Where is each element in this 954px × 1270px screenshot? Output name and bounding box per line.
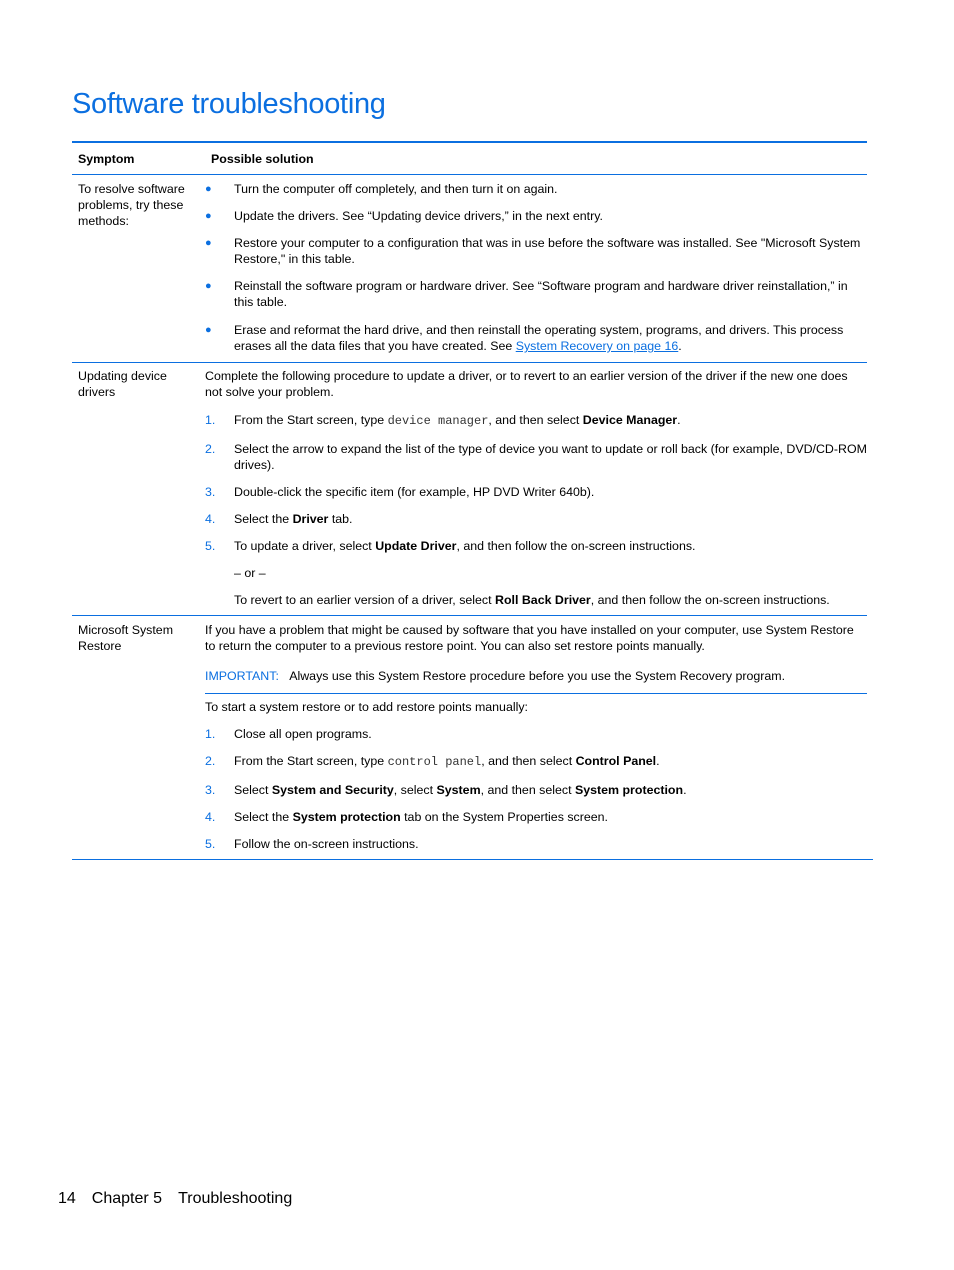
system-recovery-link[interactable]: System Recovery on page 16 xyxy=(515,339,679,353)
solution-cell xyxy=(205,622,867,859)
step-text: Double-click the specific item (for example, HP DVD Writer 640b). xyxy=(234,485,595,499)
step-text: Select the arrow to expand the list of the type of device you want to update or roll back (for example, DVD/CD-ROM drives). xyxy=(234,442,867,472)
step-item xyxy=(205,511,867,527)
header-symptom: Symptom xyxy=(78,151,135,166)
header-solution: Possible solution xyxy=(211,151,314,166)
solution-cell xyxy=(205,181,867,354)
list-item xyxy=(205,322,867,354)
step-item xyxy=(205,484,867,500)
table-bottom-rule xyxy=(72,859,873,860)
step-item xyxy=(205,441,867,473)
bullet-icon: ● xyxy=(205,183,212,195)
bullet-icon: ● xyxy=(205,324,212,336)
step-number: 1. xyxy=(205,727,216,741)
table-header xyxy=(72,141,867,175)
step-text: Select the System protection tab on the System Properties screen. xyxy=(234,810,608,824)
list-item xyxy=(205,181,867,197)
solution-cell xyxy=(205,368,867,608)
step-number: 2. xyxy=(205,754,216,768)
troubleshooting-table xyxy=(72,141,867,860)
bullet-icon: ● xyxy=(205,280,212,292)
symptom-cell: Updating device drivers xyxy=(78,369,167,399)
step-number: 3. xyxy=(205,485,216,499)
page-title: Software troubleshooting xyxy=(72,88,386,120)
step-item xyxy=(205,726,867,742)
step-text: From the Start screen, type device manager, and then select Device Manager. xyxy=(234,413,681,428)
table-row xyxy=(72,616,867,859)
important-text: Always use this System Restore procedure before you use the System Recovery program. xyxy=(289,669,786,683)
list-item xyxy=(205,208,867,224)
list-item xyxy=(205,235,867,267)
list-item xyxy=(205,278,867,310)
footer-section: Troubleshooting xyxy=(178,1190,293,1207)
symptom-cell: To resolve software problems, try these methods: xyxy=(78,182,185,228)
step-text: Select the Driver tab. xyxy=(234,512,353,526)
step-number: 4. xyxy=(205,512,216,526)
bullet-icon: ● xyxy=(205,210,212,222)
step-number: 2. xyxy=(205,442,216,456)
list-item-text: Update the drivers. See “Updating device drivers,” in the next entry. xyxy=(234,209,603,223)
step-text: Select System and Security, select System, and then select System protection. xyxy=(234,783,687,797)
start-text: To start a system restore or to add restore points manually: xyxy=(205,700,528,714)
restore-steps xyxy=(205,693,867,859)
page-number: 14 xyxy=(58,1190,76,1207)
table-row xyxy=(72,363,867,616)
step-item xyxy=(205,538,867,554)
step-number: 5. xyxy=(205,837,216,851)
step-text: Follow the on-screen instructions. xyxy=(234,837,419,851)
page-footer xyxy=(58,1190,308,1208)
footer-chapter: Chapter 5 xyxy=(91,1190,163,1207)
step-text: Close all open programs. xyxy=(234,727,372,741)
step-item xyxy=(205,412,867,429)
important-note xyxy=(205,668,867,693)
list-item-text: Restore your computer to a configuration that was in use before the software was installed. See "Microsoft System Restore," in this table. xyxy=(234,236,861,266)
step-item xyxy=(205,836,867,859)
table-row xyxy=(72,175,867,363)
step-number: 3. xyxy=(205,783,216,797)
or-separator: – or – xyxy=(234,566,266,580)
step-item xyxy=(205,753,867,770)
symptom-cell: Microsoft System Restore xyxy=(78,623,174,653)
revert-text: To revert to an earlier version of a driver, select Roll Back Driver, and then follow the on-screen instructions. xyxy=(234,593,830,607)
intro-text: If you have a problem that might be caused by software that you have installed on your computer, use System Restore to return the computer to a previous restore point. You can also set restore points manually. xyxy=(205,623,854,653)
list-item-text: Reinstall the software program or hardware driver. See “Software program and hardware driver reinstallation,” in this table. xyxy=(234,279,848,309)
bullet-icon: ● xyxy=(205,237,212,249)
list-item-text: Erase and reformat the hard drive, and then reinstall the operating system, programs, and drivers. This process erases all the data files that you have created. See System Recovery on page 16. xyxy=(234,323,844,353)
step-number: 4. xyxy=(205,810,216,824)
step-number: 5. xyxy=(205,539,216,553)
step-item xyxy=(205,809,867,825)
list-item-text: Turn the computer off completely, and then turn it on again. xyxy=(234,182,558,196)
step-number: 1. xyxy=(205,413,216,427)
step-item xyxy=(205,782,867,798)
step-text: From the Start screen, type control panel, and then select Control Panel. xyxy=(234,754,660,769)
important-label: IMPORTANT: xyxy=(205,669,279,683)
intro-text: Complete the following procedure to update a driver, or to revert to an earlier version of the driver if the new one does not solve your problem. xyxy=(205,369,848,399)
step-text: To update a driver, select Update Driver, and then follow the on-screen instructions. xyxy=(234,539,696,553)
